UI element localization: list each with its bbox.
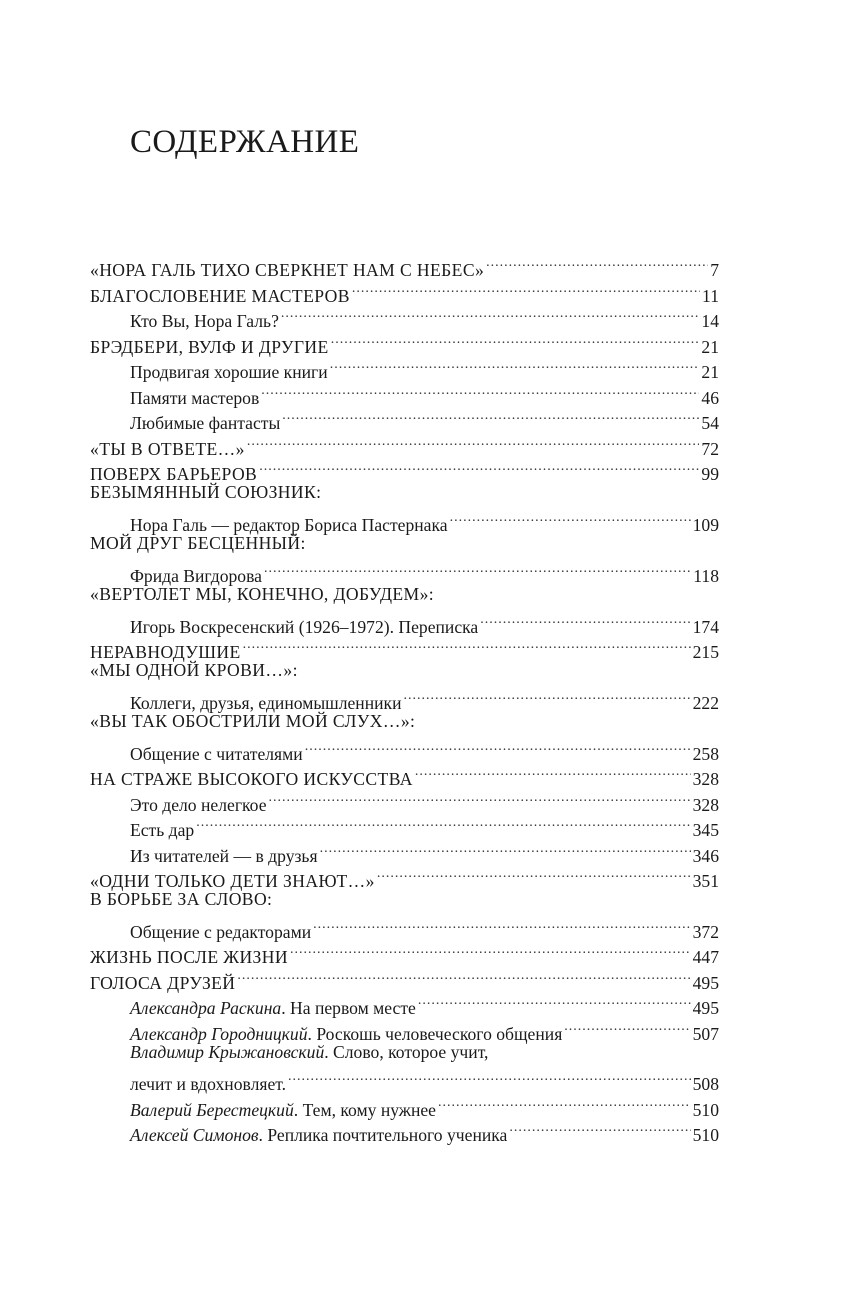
toc-entry-title: Общение с редакторами: [130, 921, 312, 942]
toc-subentry[interactable]: [90, 505, 719, 535]
toc-subentry[interactable]: [90, 1065, 719, 1095]
toc-dot-leader: [261, 378, 699, 403]
toc-entry-subtitle: . Тем, кому нужнее: [293, 1099, 436, 1120]
toc-entry-title: Кто Вы, Нора Галь?: [130, 311, 279, 332]
toc-page-number: 72: [701, 438, 719, 459]
toc-dot-leader: [415, 760, 691, 785]
toc-entry-title: Памяти мастеров: [130, 387, 260, 408]
toc-dot-leader: [331, 327, 700, 352]
toc-dot-leader: [247, 429, 700, 454]
toc-page-number: 21: [701, 362, 719, 383]
toc-section-heading: [90, 582, 719, 607]
toc-page-number: 222: [692, 692, 719, 713]
toc-entry-title: лечит и вдохновляет.: [130, 1074, 287, 1095]
toc-entry-title: «ВЕРТОЛЕТ МЫ, КОНЕЧНО, ДОБУДЕМ»:: [90, 583, 435, 604]
toc-dot-leader: [243, 633, 691, 658]
toc-dot-leader: [352, 276, 700, 301]
toc-entry-title: Из читателей — в друзья: [130, 845, 318, 866]
toc-section-heading: [90, 658, 719, 683]
toc-entry-title: НА СТРАЖЕ ВЫСОКОГО ИСКУССТВА: [90, 769, 413, 790]
toc-entry-title: «НОРА ГАЛЬ ТИХО СВЕРКНЕТ НАМ С НЕБЕС»: [90, 260, 485, 281]
toc-subentry[interactable]: [90, 734, 719, 764]
toc-entry-title: ПОВЕРХ БАРЬЕРОВ: [90, 463, 258, 484]
toc-entry-title: БРЭДБЕРИ, ВУЛФ И ДРУГИЕ: [90, 336, 329, 357]
toc-entry-title: Фрида Вигдорова: [130, 565, 262, 586]
toc-entry-title: Любимые фантасты: [130, 413, 281, 434]
toc-dot-leader: [320, 836, 691, 861]
toc-entry-title: [130, 1098, 436, 1123]
toc-page-number: 99: [701, 463, 719, 484]
toc-page-number: 258: [692, 743, 719, 764]
toc-entry-title: [130, 1040, 488, 1065]
toc-entry-title: НЕРАВНОДУШИЕ: [90, 642, 241, 662]
toc-entry-title: Игорь Воскресенский (1926–1972). Переписка: [130, 616, 479, 637]
toc-dot-leader: [290, 938, 691, 963]
toc-page-number: 7: [710, 260, 719, 281]
toc-entry-title: «МЫ ОДНОЙ КРОВИ…»:: [90, 660, 298, 680]
toc-section-heading: [90, 480, 719, 505]
toc-entry-subtitle: . На первом месте: [281, 998, 416, 1019]
toc-dot-leader: [450, 505, 691, 530]
toc-entry[interactable]: [90, 251, 719, 281]
toc-dot-leader: [305, 734, 691, 759]
toc-dot-leader: [282, 404, 699, 429]
toc-page-number: 510: [692, 1125, 719, 1146]
table-of-contents: [90, 251, 719, 1146]
toc-page-number: 447: [692, 947, 719, 968]
toc-author-name: Валерий Берестецкий: [130, 1099, 294, 1120]
toc-page-number: 54: [701, 413, 719, 434]
toc-dot-leader: [313, 912, 690, 937]
toc-page-number: 215: [692, 642, 719, 662]
toc-entry-title: [130, 996, 416, 1021]
toc-dot-leader: [564, 1014, 690, 1039]
toc-entry-title: «ВЫ ТАК ОБОСТРИЛИ МОЙ СЛУХ…»:: [90, 710, 416, 731]
page-title: СОДЕРЖАНИЕ: [130, 124, 360, 160]
toc-subentry[interactable]: [90, 912, 719, 942]
toc-entry-title: Продвигая хорошие книги: [130, 362, 328, 383]
toc-section-heading: [90, 709, 719, 734]
toc-dot-leader: [438, 1090, 691, 1115]
toc-entry-title: Общение с читателями: [130, 743, 303, 764]
toc-subentry[interactable]: [90, 1040, 719, 1065]
toc-subentry[interactable]: [90, 556, 719, 586]
toc-page-number: 11: [702, 285, 719, 306]
toc-dot-leader: [404, 683, 691, 708]
toc-author-name: Алексей Симонов: [130, 1125, 259, 1146]
toc-dot-leader: [196, 811, 690, 836]
toc-author-name: Александр Городницкий: [130, 1023, 308, 1044]
toc-subentry[interactable]: [90, 683, 719, 713]
toc-page-number: 351: [692, 870, 719, 891]
toc-author-name: Владимир Крыжановский: [130, 1041, 325, 1062]
toc-entry-title: [130, 1123, 507, 1148]
toc-page-number: 508: [692, 1074, 719, 1095]
toc-dot-leader: [509, 1116, 690, 1141]
toc-dot-leader: [281, 302, 700, 327]
toc-dot-leader: [330, 353, 700, 378]
toc-author-name: Александра Раскина: [130, 998, 282, 1019]
toc-entry-title: ЖИЗНЬ ПОСЛЕ ЖИЗНИ: [90, 947, 288, 968]
toc-entry-subtitle: . Слово, которое учит,: [324, 1041, 489, 1062]
toc-page-number: 346: [692, 845, 719, 866]
toc-dot-leader: [486, 251, 708, 276]
toc-page-number: 14: [701, 311, 719, 332]
toc-entry-title: Коллеги, друзья, единомышленники: [130, 692, 402, 713]
toc-page-number: 118: [693, 565, 719, 586]
toc-entry-title: «ТЫ В ОТВЕТЕ…»: [90, 438, 245, 459]
toc-page-number: 328: [692, 794, 719, 815]
toc-page-number: 328: [692, 769, 719, 790]
toc-page-number: 174: [692, 616, 719, 637]
toc-entry-title: Это дело нелегкое: [130, 794, 267, 815]
toc-entry-subtitle: . Реплика почтительного ученика: [258, 1125, 508, 1146]
toc-entry-subtitle: . Роскошь человеческого общения: [307, 1023, 563, 1044]
toc-dot-leader: [269, 785, 691, 810]
toc-subentry[interactable]: [90, 607, 719, 637]
toc-page-number: 495: [692, 998, 719, 1019]
toc-entry-title: В БОРЬБЕ ЗА СЛОВО:: [90, 888, 273, 909]
toc-page-number: 345: [692, 820, 719, 841]
toc-entry-title: ГОЛОСА ДРУЗЕЙ: [90, 972, 236, 993]
toc-dot-leader: [259, 455, 699, 480]
toc-page-number: 46: [701, 387, 719, 408]
toc-entry-title: «ОДНИ ТОЛЬКО ДЕТИ ЗНАЮТ…»: [90, 870, 375, 891]
toc-dot-leader: [237, 963, 690, 988]
toc-entry-title: Нора Галь — редактор Бориса Пастернака: [130, 514, 448, 535]
toc-page-number: 510: [692, 1099, 719, 1120]
toc-page-number: 495: [692, 972, 719, 993]
toc-section-heading: [90, 887, 719, 912]
toc-dot-leader: [288, 1065, 691, 1090]
toc-page-number: 507: [692, 1023, 719, 1044]
toc-entry-title: Есть дар: [130, 820, 195, 841]
toc-page-number: 372: [692, 921, 719, 942]
toc-dot-leader: [480, 607, 690, 632]
toc-entry-title: БЛАГОСЛОВЕНИЕ МАСТЕРОВ: [90, 285, 350, 306]
toc-dot-leader: [377, 862, 691, 887]
toc-entry-title: БЕЗЫМЯННЫЙ СОЮЗНИК:: [90, 481, 322, 502]
toc-dot-leader: [264, 556, 691, 581]
toc-dot-leader: [418, 989, 691, 1014]
toc-page-number: 109: [692, 514, 719, 535]
toc-entry-title: МОЙ ДРУГ БЕСЦЕННЫЙ:: [90, 532, 306, 553]
toc-page-number: 21: [701, 336, 719, 357]
